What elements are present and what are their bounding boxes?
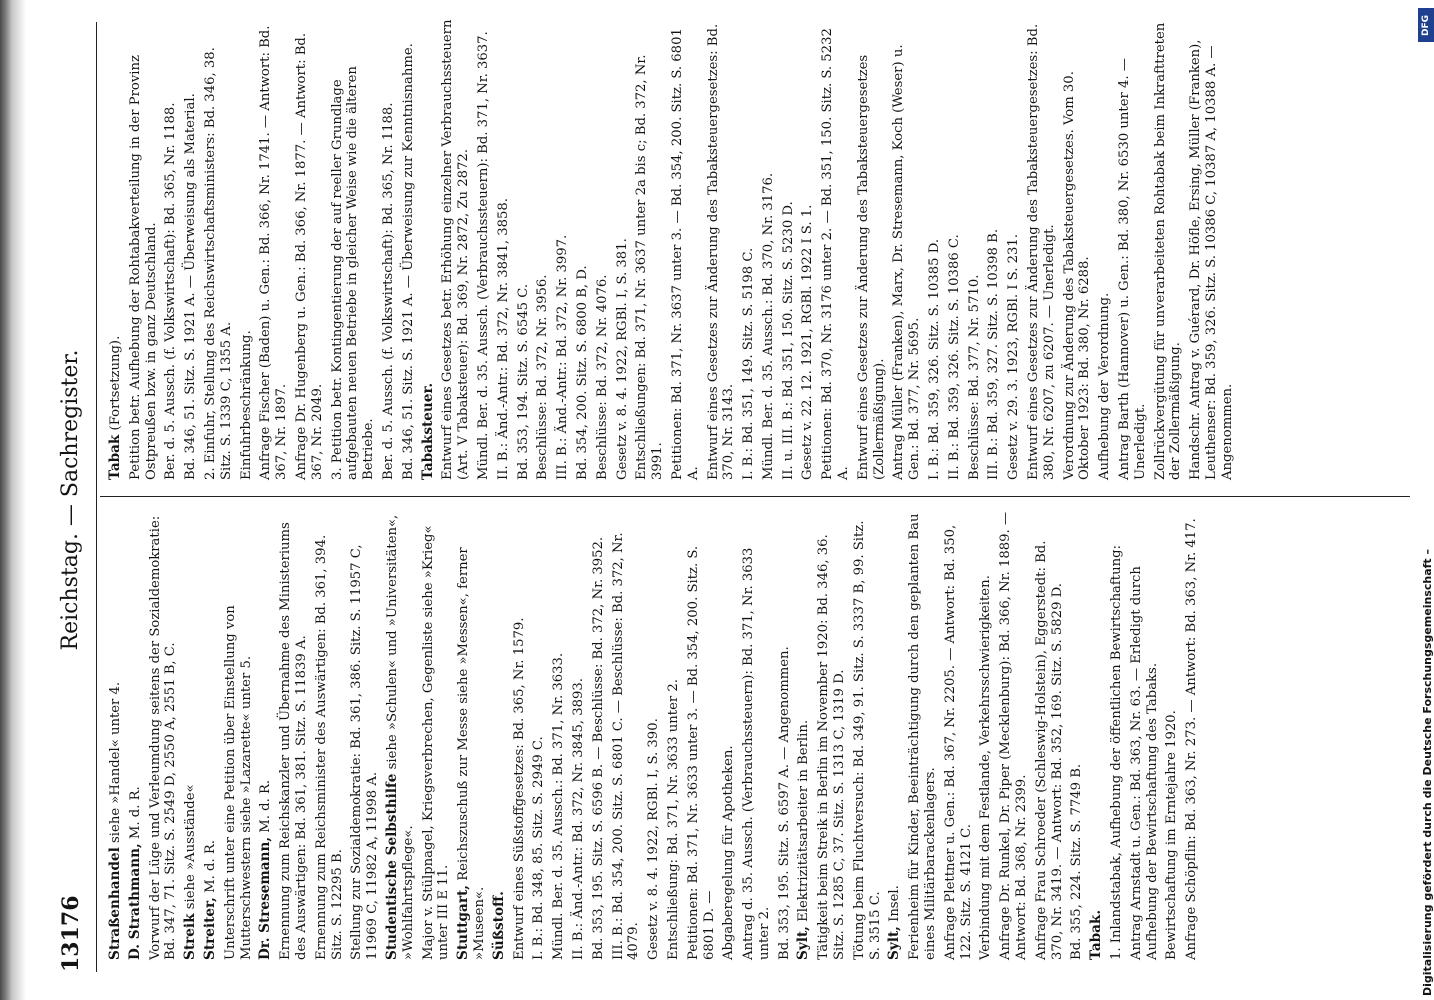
index-entry xyxy=(258,510,274,960)
entry-text: M. d. R. xyxy=(202,840,218,893)
entry-text: Bd. 346, 51. Sitz. S. 1921 A. — Überweisung als Material. xyxy=(183,93,199,480)
entry-text: Antrag Arnstadt u. Gen.: Bd. 363, Nr. 63. — Erledigt durch Aufhebung der Bewirtschaftung des Tabaks. xyxy=(1128,566,1160,960)
index-entry xyxy=(611,510,643,960)
index-entry xyxy=(1034,510,1066,960)
entry-text: Petition betr. Aufhebung der Rohtabakverteilung in der Provinz Ostpreußen bzw. in ganz Deutschland. xyxy=(127,55,159,480)
index-entry xyxy=(998,510,1030,960)
entry-text: Ernennung zum Reichsminister des Auswärtigen: Bd. 361, 394. Sitz. S. 12295 B. xyxy=(313,534,345,960)
entry-heading: Straßenhandel xyxy=(107,847,123,960)
index-entry xyxy=(128,510,144,960)
entry-text: Insel. xyxy=(887,885,903,922)
entry-text: II. u. III. B.: Bd. 351, 150. Sitz. S. 5230 D. xyxy=(780,201,796,480)
index-entry xyxy=(148,510,180,960)
index-entry xyxy=(421,15,437,480)
index-entry xyxy=(258,15,290,480)
entry-text: Elektrizitätsarbeiter in Berlin. xyxy=(796,719,812,922)
entry-text: Entwurf eines Gesetzes betr. Erhöhung einzelner Verbrauchssteuern (Art. V Tabaksteuer): Bd. 369, Nr. 2872, Zu 2872. xyxy=(440,19,472,480)
entry-text: Beschlüsse: Bd. 372, Nr. 3956. xyxy=(535,274,551,480)
entry-text: Gesetz v. 22. 12. 1921, RGBl. 1922 I S. 1. xyxy=(800,204,816,480)
index-entry xyxy=(741,510,773,960)
index-entry xyxy=(986,15,1002,480)
index-entry xyxy=(401,15,417,480)
entry-text: Anfrage Fischer (Baden) u. Gen.: Bd. 366, Nr. 1741. — Antwort: Bd. 367, Nr. 1897. xyxy=(258,25,290,480)
digitization-note: Digitalisierung gefördert durch die Deutsche Forschungsgemeinschaft – xyxy=(1421,549,1434,996)
right-column xyxy=(108,15,1240,480)
index-entry xyxy=(330,15,377,480)
entry-text: Entwurf eines Gesetzes zur Änderung des Tabaksteuergesetzes (Zollermäßigung). xyxy=(855,54,887,480)
page-header xyxy=(52,0,92,1000)
index-entry xyxy=(492,510,508,960)
entry-text: Bd. 355, 224. Sitz. S. 7749 B. xyxy=(1069,763,1085,960)
entry-text: Entschließungen: Bd. 371, Nr. 3637 unter 2a bis c; Bd. 372, Nr. 3991. xyxy=(634,54,666,480)
index-entry xyxy=(531,510,547,960)
index-entry xyxy=(891,15,923,480)
index-entry xyxy=(634,15,666,480)
index-entry xyxy=(721,510,737,960)
entry-text: Ber. d. 5. Aussch. (f. Volkswirtschaft): Bd. 365, Nr. 1188. xyxy=(163,102,179,480)
entry-heading: Stuttgart, xyxy=(455,884,472,960)
index-entry xyxy=(456,510,488,960)
index-entry xyxy=(1109,510,1125,960)
index-entry xyxy=(967,15,983,480)
index-entry xyxy=(1153,15,1185,480)
index-entry xyxy=(978,510,994,960)
index-entry xyxy=(1184,510,1200,960)
index-entry xyxy=(591,510,607,960)
entry-text: Aufhebung der Verordnung. xyxy=(1097,292,1113,480)
index-entry xyxy=(1129,510,1161,960)
index-entry xyxy=(666,510,682,960)
index-entry xyxy=(108,510,124,960)
entry-text: Verordnung zur Änderung des Tabaksteuergesetzes. Vom 30. Oktober 1923: Bd. 380, Nr. 6288. xyxy=(1061,71,1093,480)
index-entry xyxy=(575,15,591,480)
entry-text: Tötung beim Fluchtversuch: Bd. 349, 91. Sitz. S. 3337 B, 99. Sitz. S. 3515 C. xyxy=(851,520,883,960)
entry-text: Mündl. Ber. d. 35. Aussch.: Bd. 370, Nr. 3176. xyxy=(760,172,776,480)
entry-text: M. d. R. xyxy=(258,779,274,833)
entry-text: Beschlüsse: Bd. 377, Nr. 5710. xyxy=(966,274,982,480)
index-entry xyxy=(777,510,793,960)
digitization-sidebar xyxy=(1412,4,1434,996)
index-entry xyxy=(163,15,179,480)
entry-text: Ernennung zum Reichskanzler und Übernahme des Ministeriums des Auswärtigen: Bd. 361, 381. Sitz. S. 11839 A. xyxy=(278,522,309,960)
index-entry xyxy=(555,15,571,480)
index-entry xyxy=(1069,510,1085,960)
index-entry xyxy=(385,510,417,960)
entry-text: Gesetz v. 8. 4. 1922, RGBl. I, S. 381. xyxy=(614,238,630,480)
index-entry xyxy=(183,510,199,960)
index-entry xyxy=(1164,510,1180,960)
index-entry xyxy=(907,510,939,960)
entry-text: Abgaberegelung für Apotheken. xyxy=(721,745,737,960)
entry-text: I. B.: Bd. 359, 326. Sitz. S. 10385 D. xyxy=(927,238,943,480)
index-entry xyxy=(349,510,381,960)
running-title: Reichstag. — Sachregister. xyxy=(58,349,83,651)
entry-text: Mündl. Ber. d. 35. Aussch.: Bd. 371, Nr. 3633. xyxy=(551,652,567,960)
entry-heading: Dr. Stresemann, xyxy=(257,836,274,960)
index-entry xyxy=(108,15,124,480)
entry-text: 3. Petition betr. Kontingentierung der auf reeller Grundlage aufgebauten neuen Betriebe in gleicher Weise wie die älteren Betriebe. xyxy=(329,66,377,480)
index-entry xyxy=(816,510,848,960)
entry-text: III. B.: Änd.-Antr.: Bd. 372, Nr. 3997. xyxy=(555,234,571,480)
entry-text: siehe »Schulen« und »Universitäten«, »Wohlfahrtspflege«. xyxy=(384,514,416,960)
entry-text: siehe »Ausstände« xyxy=(183,784,199,910)
index-entry xyxy=(516,15,532,480)
index-entry xyxy=(595,15,611,480)
entry-text: Bd. 354, 200. Sitz. S. 6800 B, D. xyxy=(574,265,590,480)
entry-text: 2. Einfuhr, Stellung des Reichswirtschaftsministers: Bd. 346, 38. Sitz. S. 1339 C, 1355 A. xyxy=(202,47,234,480)
entry-text: Einfuhrbeschränkung. xyxy=(238,330,254,480)
entry-text: Major v. Stülpnagel, Kriegsverbrechen, Gegenliste siehe »Krieg« unter III E 11. xyxy=(420,525,452,960)
index-entry xyxy=(440,15,472,480)
entry-text: Petitionen: Bd. 371, Nr. 3633 unter 3. — Bd. 354, 200. Sitz. S. 6801 D. — xyxy=(685,545,717,960)
entry-text: Antrag Müller (Franken), Marx, Dr. Stresemann, Koch (Weser) u. Gen.: Bd. 377, Nr. 5695. xyxy=(891,44,923,480)
index-entry xyxy=(943,510,975,960)
index-entry xyxy=(741,15,757,480)
entry-heading: Tabak xyxy=(107,434,123,480)
entry-heading: Tabaksteuer. xyxy=(419,382,436,480)
index-entry xyxy=(706,15,738,480)
entry-text: II. B.: Bd. 359, 326. Sitz. S. 10386 C. xyxy=(946,234,962,480)
entry-text: III. B.: Bd. 354, 200. Sitz. S. 6801 C. — Beschlüsse: Bd. 372, Nr. 4079. xyxy=(610,532,642,960)
page-number: 13176 xyxy=(58,895,84,972)
entry-heading: Süßstoff. xyxy=(490,891,507,960)
entry-text: II. B.: Änd.-Antr.: Bd. 372, Nr. 3841, 3858. xyxy=(495,198,511,480)
index-entry xyxy=(1188,15,1235,480)
index-entry xyxy=(223,510,255,960)
index-entry xyxy=(800,15,816,480)
entry-text: Bd. 353, 195. Sitz. S. 6597 A. — Angenommen. xyxy=(776,646,792,960)
entry-text: Petitionen: Bd. 371, Nr. 3637 unter 3. — Bd. 354, 200. Sitz. S. 6801 A. xyxy=(669,28,701,480)
entry-heading: Sylt, xyxy=(886,926,903,960)
index-entry xyxy=(927,15,943,480)
entry-text: Ferienheim für Kinder, Beeinträchtigung durch den geplanten Bau eines Militärbarackenlagers. xyxy=(907,513,939,960)
index-entry xyxy=(1089,510,1105,960)
entry-text: Gesetz v. 29. 3. 1923, RGBl. I S. 231. xyxy=(1006,234,1022,480)
index-entry xyxy=(535,15,551,480)
index-entry xyxy=(278,510,310,960)
entry-text: Beschlüsse: Bd. 372, Nr. 4076. xyxy=(594,274,610,480)
entry-text: Verbindung mit dem Festlande, Verkehrsschwierigkeiten. xyxy=(978,575,994,960)
index-entry xyxy=(496,15,512,480)
index-entry xyxy=(820,15,852,480)
entry-text: I. B.: Bd. 348, 85. Sitz. S. 2949 C. xyxy=(531,736,547,960)
left-column xyxy=(108,510,1204,960)
entry-text: Anfrage Schöpflin: Bd. 363, Nr. 273. — Antwort: Bd. 363, Nr. 417. xyxy=(1184,518,1200,960)
index-entry xyxy=(128,15,160,480)
entry-text: Handschr. Antrag v. Guérard, Dr. Höfle, Ersing, Müller (Franken), Leuthenser: Bd. 359, 326. Sitz. S. 10386 C, 10387 A, 10388 A. — Angenommen. xyxy=(1188,39,1235,480)
entry-text: III. B.: Bd. 359, 327. Sitz. S. 10398 B. xyxy=(986,228,1002,480)
entry-text: II. B.: Änd.-Antr.: Bd. 372, Nr. 3845, 3893. xyxy=(570,678,586,960)
entry-text: Ber. d. 5. Aussch. (f. Volkswirtschaft): Bd. 365, Nr. 1188. xyxy=(380,102,396,480)
index-entry xyxy=(852,510,884,960)
entry-text: Entschließung: Bd. 371, Nr. 3633 unter 2. xyxy=(665,679,681,960)
entry-text: Zollrückvergütung für unverarbeiteten Rohtabak beim Inkrafttreten der Zollermäßigung. xyxy=(1152,22,1184,480)
index-entry xyxy=(781,15,797,480)
index-entry xyxy=(646,510,662,960)
index-entry xyxy=(1006,15,1022,480)
index-entry xyxy=(887,510,903,960)
index-entry xyxy=(856,15,888,480)
index-entry xyxy=(421,510,453,960)
index-entry xyxy=(1026,15,1058,480)
index-entry xyxy=(183,15,199,480)
index-entry xyxy=(686,510,718,960)
index-entry xyxy=(571,510,587,960)
entry-text: Vorwurf der Lüge und Verleumdung seitens der Sozialdemokratie: Bd. 347, 71. Sitz. S. 2549 D, 2550 A, 2551 B, C. xyxy=(147,515,179,960)
entry-text: Anfrage Dr. Hugenberg u. Gen.: Bd. 366, Nr. 1877. — Antwort: Bd. 367, Nr. 2049. xyxy=(293,32,325,480)
entry-text: Entwurf eines Gesetzes zur Änderung des Tabaksteuergesetzes: Bd. 370, Nr. 3143. xyxy=(705,23,737,480)
entry-text: Anfrage Plettner u. Gen.: Bd. 367, Nr. 2205. — Antwort: Bd. 350, 122. Sitz. S. 4121 C. xyxy=(942,524,974,960)
dfg-logo: DFG xyxy=(1418,8,1434,42)
entry-text: Entwurf eines Gesetzes zur Änderung des Tabaksteuergesetzes: Bd. 380, Nr. 6207, zu 6207. — Unerledigt. xyxy=(1026,23,1057,480)
entry-heading: Streik xyxy=(182,913,199,960)
entry-text: siehe »Handel« unter 4. xyxy=(108,681,123,843)
entry-text: I. B.: Bd. 351, 149. Sitz. S. 5198 C. xyxy=(741,247,757,480)
entry-text: Bd. 346, 51. Sitz. S. 1921 A. — Überweisung zur Kenntnisnahme. xyxy=(400,43,416,480)
index-entry xyxy=(381,15,397,480)
entry-text: 1. Inlandstabak, Aufhebung der öffentlichen Bewirtschaftung: xyxy=(1109,545,1125,960)
index-entry xyxy=(512,510,528,960)
index-entry xyxy=(551,510,567,960)
index-entry xyxy=(476,15,492,480)
index-entry xyxy=(294,15,326,480)
entry-text: Anfrage Frau Schroeder (Schleswig-Holstein), Eggerstedt: Bd. 370, Nr. 3419. — Antwort: Bd. 352, 169. Sitz. S. 5829 D. xyxy=(1033,540,1065,960)
entry-text: Tätigkeit beim Streik in Berlin im November 1920: Bd. 346, 36. Sitz. S. 1285 C, 37. Sitz. S. 1313 C, 1319 D. xyxy=(816,534,848,960)
column-divider xyxy=(100,496,1410,497)
index-entry xyxy=(314,510,346,960)
entry-heading: Sylt, xyxy=(795,926,812,960)
index-entry xyxy=(203,15,235,480)
index-entry xyxy=(239,15,255,480)
entry-text: Unterschrift unter eine Petition über Einstellung von Mutterschwestern siehe »Lazarette« unter 5. xyxy=(222,605,254,960)
index-entry xyxy=(1062,15,1094,480)
entry-heading: Tabak. xyxy=(1088,909,1105,960)
index-entry xyxy=(761,15,777,480)
entry-text: Mündl. Ber. d. 35. Aussch. (Verbrauchssteuern): Bd. 371, Nr. 3637. xyxy=(475,31,491,480)
index-entry xyxy=(670,15,702,480)
header-rule xyxy=(96,22,97,972)
entry-text: (Fortsetzung). xyxy=(108,335,123,431)
entry-text: Anfrage Dr. Runkel, Dr. Piper (Mecklenburg): Bd. 366, Nr. 1889. — Antwort: Bd. 368, Nr. 2399. xyxy=(998,511,1030,960)
index-entry xyxy=(203,510,219,960)
entry-text: Antrag Barth (Hannover) u. Gen.: Bd. 380, Nr. 6530 unter 4. — Unerledigt. xyxy=(1117,58,1148,480)
entry-text: Petitionen: Bd. 370, Nr. 3176 unter 2. — Bd. 351, 150. Sitz. S. 5232 A. xyxy=(820,28,852,480)
entry-text: Antrag d. 35. Aussch. (Verbrauchssteuern): Bd. 371, Nr. 3633 unter 2. xyxy=(741,547,772,960)
entry-text: Bd. 353, 195. Sitz. S. 6596 B. — Beschlüsse: Bd. 372, Nr. 3952. xyxy=(590,536,606,960)
entry-heading: Streiter, xyxy=(201,897,218,960)
entry-text: M. d. R. xyxy=(127,786,143,840)
entry-text: Entwurf eines Süßstoffgesetzes: Bd. 365, Nr. 1579. xyxy=(511,617,527,960)
index-entry xyxy=(1097,15,1113,480)
entry-heading: D. Strathmann, xyxy=(126,843,143,960)
index-entry xyxy=(947,15,963,480)
index-entry xyxy=(615,15,631,480)
entry-text: Reichszuschuß zur Messe siehe »Messen«, ferner »Museen«. xyxy=(456,547,487,960)
entry-heading: Studentische Selbsthilfe xyxy=(383,773,400,960)
entry-text: Bewirtschaftung im Erntejahre 1920. xyxy=(1164,710,1180,960)
index-entry xyxy=(796,510,812,960)
entry-text: Bd. 353, 194. Sitz. S. 6545 C. xyxy=(515,283,531,480)
index-entry xyxy=(1117,15,1149,480)
entry-text: Stellung zur Sozialdemokratie: Bd. 361, 386. Sitz. S. 11957 C, 11969 C, 11982 A, 11998 A. xyxy=(349,544,381,960)
entry-text: Gesetz v. 8. 4. 1922, RGBl. I, S. 390. xyxy=(646,718,662,960)
